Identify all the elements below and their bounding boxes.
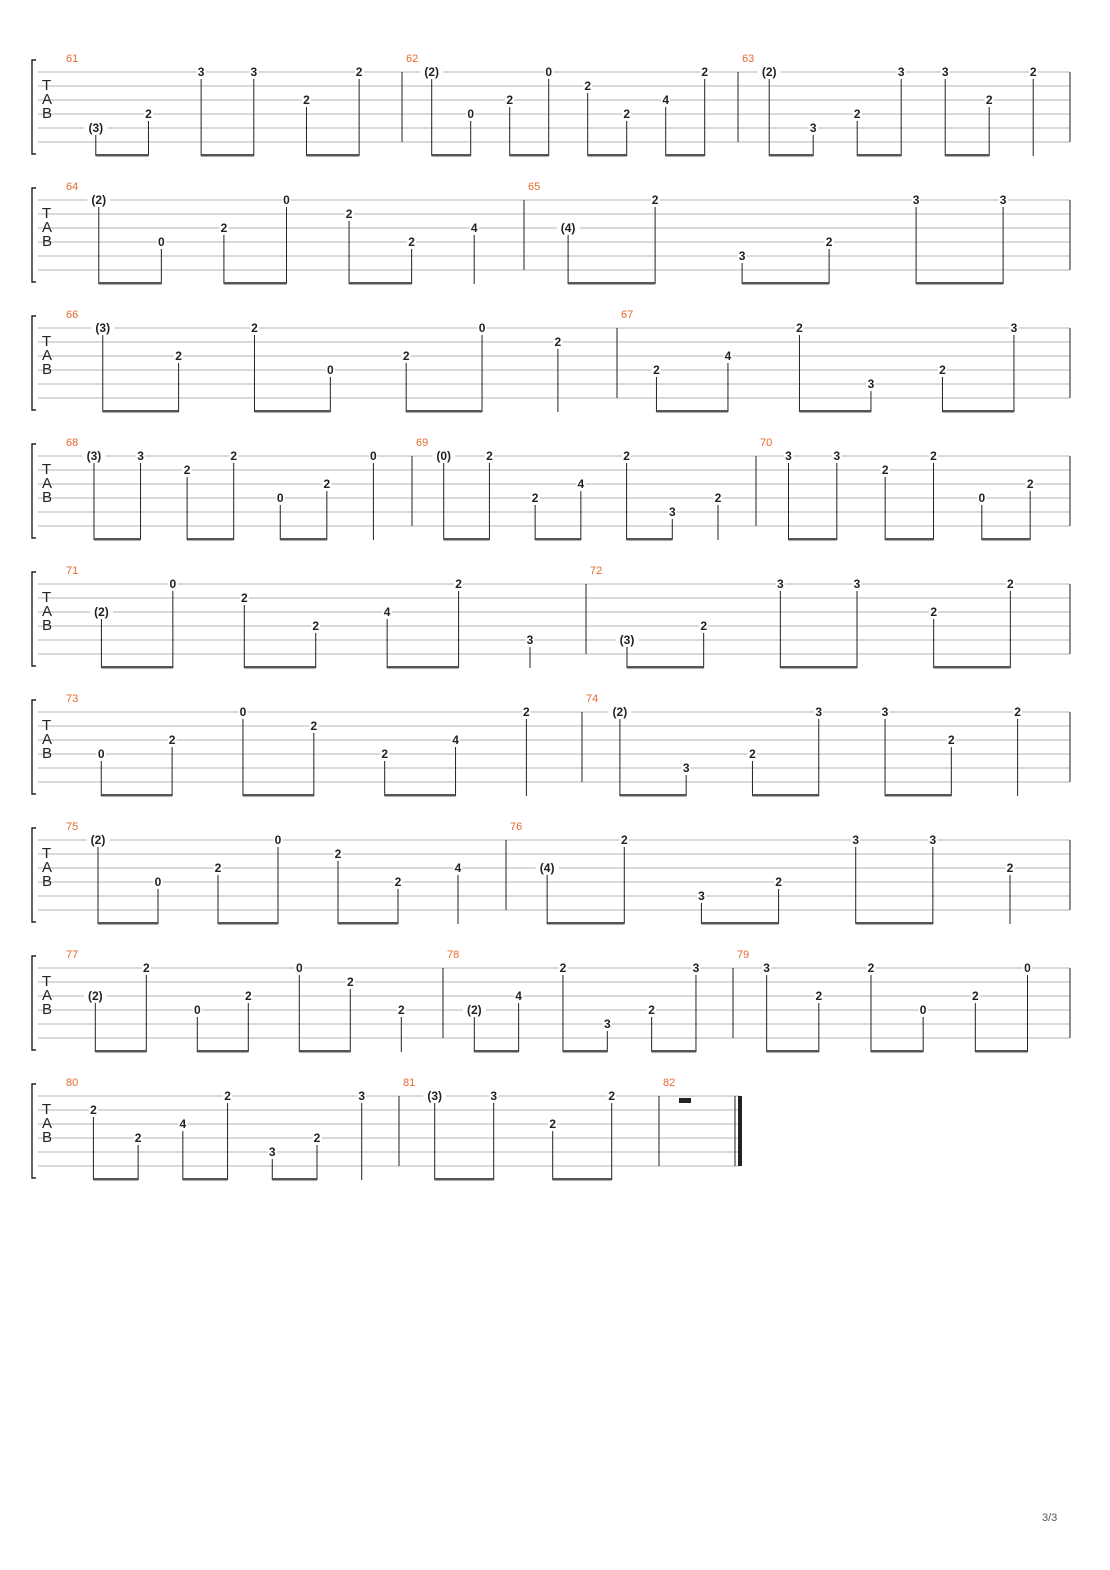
measure-number: 81 [403,1077,416,1089]
fret-number: 2 [623,449,630,463]
fret-number: 2 [700,619,708,633]
fret-number: 2 [345,207,353,221]
tab-clef-letter: T [42,717,52,734]
fret-number: 2 [1026,477,1034,491]
note-beam [885,794,951,797]
fret-number: 4 [452,733,459,747]
fret-number: (2) [94,605,109,619]
fret-number: 0 [283,193,290,207]
fret-number: 3 [668,505,676,519]
fret-number: 2 [402,349,410,363]
tab-clef-letter: B [42,233,53,250]
fret-number: 0 [295,961,303,975]
fret-number: 0 [467,107,475,121]
fret-number: 2 [134,1131,142,1145]
note-beam [871,1050,923,1053]
fret-number: (2) [90,833,106,847]
tab-clef-letter: B [42,745,53,762]
fret-number: 2 [486,449,493,463]
note-beam [510,154,549,157]
fret-number: 3 [250,65,258,79]
fret-number: 2 [971,989,979,1003]
note-beam [94,538,141,541]
tab-clef-letter: B [42,1129,53,1146]
note-beam [306,154,359,157]
fret-number: 2 [554,335,562,349]
fret-number: 3 [853,577,861,591]
fret-number: 2 [531,491,539,505]
fret-number: 3 [785,449,792,463]
fret-number: 2 [220,221,228,235]
system-bracket [32,444,36,538]
note-beam [224,282,287,285]
fret-number: 2 [930,605,938,619]
note-beam [701,922,778,925]
fret-number: 0 [169,577,177,591]
measure-number: 62 [406,53,419,65]
fret-number: 3 [526,633,534,647]
fret-number: 2 [145,107,152,121]
note-beam [547,922,624,925]
fret-number: 2 [183,463,191,477]
fret-number: 2 [175,349,182,363]
system-bracket [32,828,36,922]
fret-number: 3 [833,449,841,463]
note-beam [101,794,172,797]
fret-number: (3) [88,121,104,135]
fret-number: 3 [698,889,705,903]
tab-clef-letter: B [42,1001,53,1018]
page-number: 3/3 [1042,1512,1058,1524]
fret-number: 3 [490,1089,498,1103]
fret-number: (3) [95,321,111,335]
note-beam [243,794,314,797]
note-beam [588,154,627,157]
fret-number: 2 [224,1089,231,1103]
measure-number: 74 [586,693,599,705]
fret-number: 2 [523,705,530,719]
fret-number: (2) [87,989,103,1003]
fret-number: 4 [454,861,462,875]
fret-number: 0 [97,747,105,761]
note-beam [280,538,327,541]
fret-number: (2) [612,705,628,719]
fret-number: 2 [346,975,354,989]
note-beam [201,154,254,157]
tab-clef-letter: T [42,333,52,350]
whole-rest [679,1098,691,1103]
note-beam [780,666,857,669]
note-beam [387,666,458,669]
note-beam [187,538,234,541]
fret-number: 3 [852,833,860,847]
fret-number: 2 [651,193,659,207]
fret-number: (0) [436,449,452,463]
fret-number: 3 [1010,321,1018,335]
final-barline-thick [738,1096,742,1166]
note-beam [406,410,482,413]
note-beam [435,1178,494,1181]
note-beam [98,922,158,925]
tab-clef-letter: T [42,973,52,990]
fret-number: 3 [682,761,690,775]
tab-clef-letter: A [42,91,53,108]
note-beam [99,282,162,285]
note-beam [93,1178,138,1181]
fret-number: 2 [985,93,993,107]
note-beam [218,922,278,925]
fret-number: 3 [738,249,746,263]
fret-number: 2 [701,65,709,79]
fret-number: 2 [608,1089,616,1103]
fret-number: 2 [853,107,861,121]
fret-number: 2 [559,961,567,975]
fret-number: 2 [240,591,248,605]
fret-number: 0 [370,449,377,463]
fret-number: 3 [776,577,784,591]
note-beam [916,282,1003,285]
fret-number: (4) [539,861,555,875]
fret-number: 2 [620,833,628,847]
note-beam [568,282,655,285]
fret-number: 4 [179,1117,187,1131]
note-beam [338,922,398,925]
measure-number: 61 [66,53,79,65]
note-beam [349,282,412,285]
note-beam [254,410,330,413]
fret-number: 3 [358,1089,366,1103]
fret-number: 2 [1029,65,1037,79]
fret-number: 3 [137,449,144,463]
note-beam [385,794,456,797]
fret-number: 2 [714,491,722,505]
fret-number: 0 [193,1003,201,1017]
fret-number: (2) [424,65,440,79]
fret-number: 3 [603,1017,611,1031]
note-beam [620,794,686,797]
fret-number: 2 [1014,705,1021,719]
note-beam [197,1050,248,1053]
tab-clef-letter: A [42,219,53,236]
fret-number: 3 [881,705,889,719]
note-beam [244,666,315,669]
measure-number: 77 [66,949,79,961]
note-beam [553,1178,612,1181]
note-beam [656,410,728,413]
note-beam [652,1050,696,1053]
fret-number: 2 [947,733,955,747]
note-beam [945,154,989,157]
tab-clef-letter: T [42,205,52,222]
note-beam [101,666,172,669]
note-beam [942,410,1014,413]
fret-number: 3 [197,65,205,79]
fret-number: 3 [692,961,700,975]
note-beam [444,538,490,541]
note-beam [885,538,933,541]
note-beam [627,666,704,669]
fret-number: 3 [912,193,920,207]
fret-number: 2 [334,847,342,861]
fret-number: 2 [408,235,415,249]
measure-number: 63 [742,53,755,65]
fret-number: 4 [577,477,585,491]
note-beam [666,154,705,157]
fret-number: 2 [455,577,462,591]
fret-number: 2 [142,961,150,975]
fret-number: 2 [506,93,514,107]
note-beam [769,154,813,157]
fret-number: 2 [312,619,320,633]
fret-number: 4 [662,93,670,107]
system-bracket [32,316,36,410]
fret-number: (2) [91,193,107,207]
fret-number: 0 [478,321,486,335]
fret-number: 3 [999,193,1007,207]
fret-number: (3) [427,1089,443,1103]
fret-number: 0 [978,491,986,505]
note-beam [767,1050,819,1053]
fret-number: 0 [326,363,334,377]
tab-clef-letter: A [42,1115,53,1132]
fret-number: 2 [397,1003,405,1017]
system-bracket [32,188,36,282]
tab-clef-letter: A [42,347,53,364]
note-beam [789,538,837,541]
fret-number: 2 [310,719,318,733]
tab-clef-letter: T [42,589,52,606]
note-beam [95,1050,146,1053]
tab-clef-letter: A [42,859,53,876]
fret-number: 3 [268,1145,276,1159]
note-beam [272,1178,317,1181]
note-beam [627,538,673,541]
fret-number: 2 [775,875,782,889]
tab-clef-letter: T [42,461,52,478]
measure-number: 80 [66,1077,79,1089]
tab-clef-letter: A [42,475,53,492]
fret-number: 0 [545,65,553,79]
tab-clef-letter: B [42,617,53,634]
fret-number: (3) [86,449,102,463]
fret-number: 3 [763,961,770,975]
note-beam [474,1050,518,1053]
fret-number: 2 [815,989,823,1003]
fret-number: 4 [470,221,478,235]
fret-number: 4 [383,605,391,619]
note-beam [96,154,149,157]
measure-number: 69 [416,437,429,449]
tab-clef-letter: B [42,489,53,506]
fret-number: 2 [244,989,252,1003]
note-beam [103,410,179,413]
fret-number: 0 [276,491,284,505]
fret-number: 3 [867,377,875,391]
measure-number: 66 [66,309,79,321]
fret-number: 2 [251,321,258,335]
fret-number: 2 [1006,861,1014,875]
measure-number: 75 [66,821,79,833]
fret-number: 2 [313,1131,321,1145]
fret-number: 2 [168,733,176,747]
fret-number: 3 [809,121,817,135]
fret-number: 2 [749,747,756,761]
fret-number: (3) [619,633,635,647]
fret-number: 2 [549,1117,557,1131]
note-beam [934,666,1011,669]
tab-clef-letter: B [42,105,53,122]
note-beam [299,1050,350,1053]
fret-number: 2 [653,363,660,377]
system-bracket [32,700,36,794]
fret-number: 2 [214,861,222,875]
fret-number: 3 [897,65,905,79]
measure-number: 82 [663,1077,676,1089]
measure-number: 71 [66,565,79,577]
note-beam [742,282,829,285]
fret-number: 2 [930,449,937,463]
note-beam [982,538,1030,541]
fret-number: 2 [323,477,331,491]
fret-number: 2 [623,107,631,121]
tab-clef-letter: A [42,603,53,620]
fret-number: 2 [825,235,833,249]
note-beam [563,1050,607,1053]
note-beam [535,538,581,541]
system-bracket [32,1084,36,1178]
fret-number: 0 [154,875,162,889]
fret-number: 4 [724,349,732,363]
fret-number: 2 [303,93,310,107]
fret-number: 0 [1024,961,1031,975]
measure-number: 76 [510,821,523,833]
fret-number: 2 [881,463,889,477]
fret-number: (2) [466,1003,482,1017]
measure-number: 72 [590,565,603,577]
tab-clef-letter: T [42,77,52,94]
note-beam [752,794,818,797]
tab-clef-letter: B [42,361,53,378]
measure-number: 79 [737,949,750,961]
note-beam [975,1050,1027,1053]
fret-number: 2 [230,449,238,463]
tab-clef-letter: A [42,987,53,1004]
fret-number: 2 [939,363,946,377]
fret-number: 2 [584,79,592,93]
fret-number: 0 [919,1003,927,1017]
fret-number: (4) [560,221,576,235]
system-bracket [32,60,36,154]
measure-number: 64 [66,181,79,193]
system-bracket [32,572,36,666]
fret-number: 2 [355,65,363,79]
note-beam [183,1178,228,1181]
tab-clef-letter: A [42,731,53,748]
fret-number: 4 [515,989,522,1003]
tab-clef-letter: B [42,873,53,890]
note-beam [799,410,871,413]
fret-number: 0 [239,705,247,719]
note-beam [856,922,933,925]
tab-clef-letter: T [42,1101,52,1118]
tab-clef-letter: T [42,845,52,862]
fret-number: 2 [867,961,875,975]
fret-number: 2 [1006,577,1014,591]
fret-number: 0 [157,235,165,249]
fret-number: 3 [815,705,823,719]
fret-number: 3 [941,65,949,79]
fret-number: (2) [761,65,777,79]
note-beam [857,154,901,157]
fret-number: 0 [274,833,282,847]
measure-number: 73 [66,693,79,705]
measure-number: 78 [447,949,460,961]
fret-number: 2 [796,321,803,335]
system-bracket [32,956,36,1050]
note-beam [432,154,471,157]
measure-number: 67 [621,309,634,321]
fret-number: 3 [929,833,937,847]
fret-number: 2 [648,1003,655,1017]
fret-number: 2 [90,1103,97,1117]
measure-number: 68 [66,437,79,449]
measure-number: 65 [528,181,541,193]
fret-number: 2 [394,875,402,889]
measure-number: 70 [760,437,773,449]
fret-number: 2 [381,747,389,761]
